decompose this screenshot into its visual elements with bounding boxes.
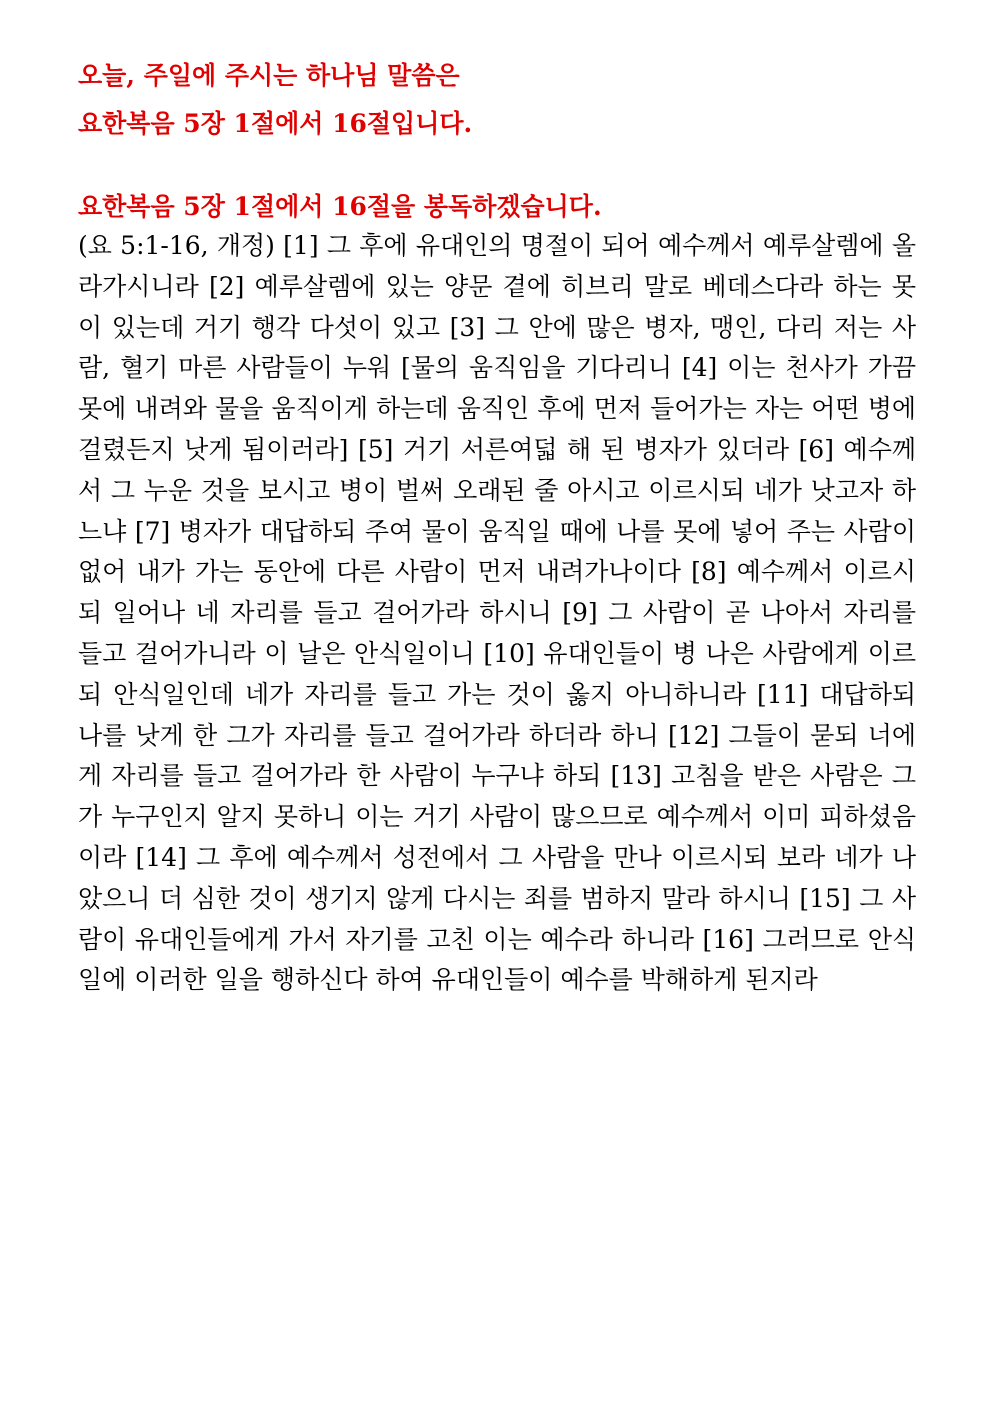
- reading-title: 요한복음 5장 1절에서 16절을 봉독하겠습니다.: [78, 192, 602, 221]
- spacer: [78, 148, 916, 190]
- intro-line-2: 요한복음 5장 1절에서 16절입니다.: [78, 109, 473, 138]
- document-page: [78, 52, 916, 1001]
- scripture-text: (요 5:1-16, 개정) [1] 그 후에 유대인의 명절이 되어 예수께서 예루살렘에 올라가시니라 [2] 예루살렘에 있는 양문 곁에 히브리 말로 베데스다라 하는 못이 있는데 거기 행각 다섯이 있고 [3] 그 안에 많은 병자, 맹인, 다리 저는 사람, 혈기 마른 사람들이 누워 [물의 움직임을 기다리니 [4] 이는 천사가 가끔 못에 내려와 물을 움직이게 하는데 움직인 후에 먼저 들어가는 자는 어떤 병에 걸렸든지 낫게 됨이러라] [5] 거기 서른여덟 해 된 병자가 있더라 [6] 예수께서 그 누운 것을 보시고 병이 벌써 오래된 줄 아시고 이르시되 네가 낫고자 하느냐 [7] 병자가 대답하되 주여 물이 움직일 때에 나를 못에 넣어 주는 사람이 없어 내가 가는 동안에 다른 사람이 먼저 내려가나이다 [8] 예수께서 이르시되 일어나 네 자리를 들고 걸어가라 하시니 [9] 그 사람이 곧 나아서 자리를 들고 걸어가니라 이 날은 안식일이니 [10] 유대인들이 병 나은 사람에게 이르되 안식일인데 네가 자리를 들고 가는 것이 옳지 아니하니라 [11] 대답하되 나를 낫게 한 그가 자리를 들고 걸어가라 하더라 하니 [12] 그들이 묻되 너에게 자리를 들고 걸어가라 한 사람이 누구냐 하되 [13] 고침을 받은 사람은 그가 누구인지 알지 못하니 이는 거기 사람이 많으므로 예수께서 이미 피하셨음이라 [14] 그 후에 예수께서 성전에서 그 사람을 만나 이르시되 보라 네가 나았으니 더 심한 것이 생기지 않게 다시는 죄를 범하지 말라 하시니 [15] 그 사람이 유대인들에게 가서 자기를 고친 이는 예수라 하니라 [16] 그러므로 안식일에 이러한 일을 행하신다 하여 유대인들이 예수를 박해하게 된지라: [78, 231, 916, 995]
- intro-line-1: 오늘, 주일에 주시는 하나님 말씀은: [78, 61, 460, 90]
